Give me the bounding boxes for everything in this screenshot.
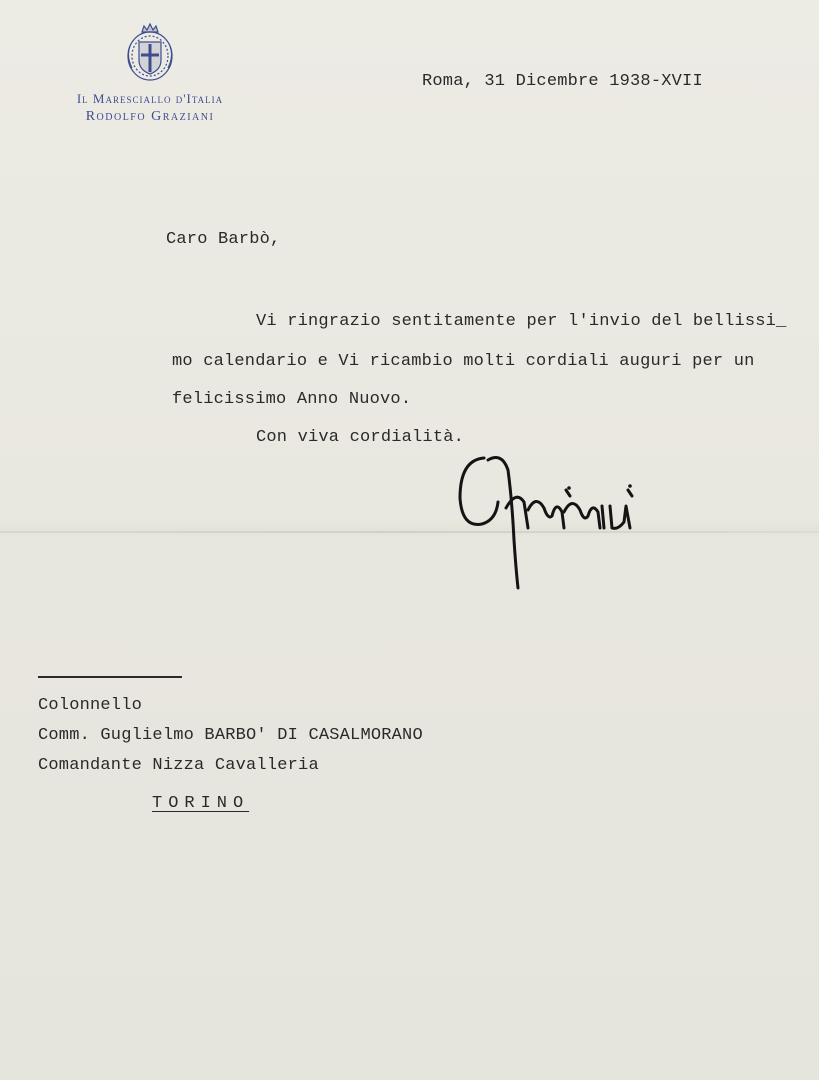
paper-fold-line: [0, 531, 819, 533]
body-line-3: felicissimo Anno Nuovo.: [172, 390, 412, 409]
letter-date: Roma, 31 Dicembre 1938-XVII: [422, 72, 703, 91]
body-line-1: Vi ringrazio sentitamente per l'invio del bellissi_: [256, 312, 787, 331]
savoy-crest-icon: [124, 22, 176, 84]
handwritten-signature: [452, 450, 652, 600]
closing-line: Con viva cordialità.: [256, 428, 465, 447]
letterhead: [40, 22, 260, 126]
recipient-rank: Colonnello: [38, 696, 143, 715]
recipient-city: TORINO: [152, 794, 250, 813]
recipient-command: Comandante Nizza Cavalleria: [38, 756, 319, 775]
letterhead-name: Rodolfo Graziani: [85, 109, 215, 124]
address-divider: [38, 676, 182, 678]
letterhead-title: Il Maresciallo d'Italia: [76, 91, 224, 106]
recipient-name: Comm. Guglielmo BARBO' DI CASALMORANO: [38, 726, 423, 745]
body-line-2: mo calendario e Vi ricambio molti cordiali auguri per un: [172, 352, 755, 371]
salutation: Caro Barbò,: [166, 230, 281, 249]
